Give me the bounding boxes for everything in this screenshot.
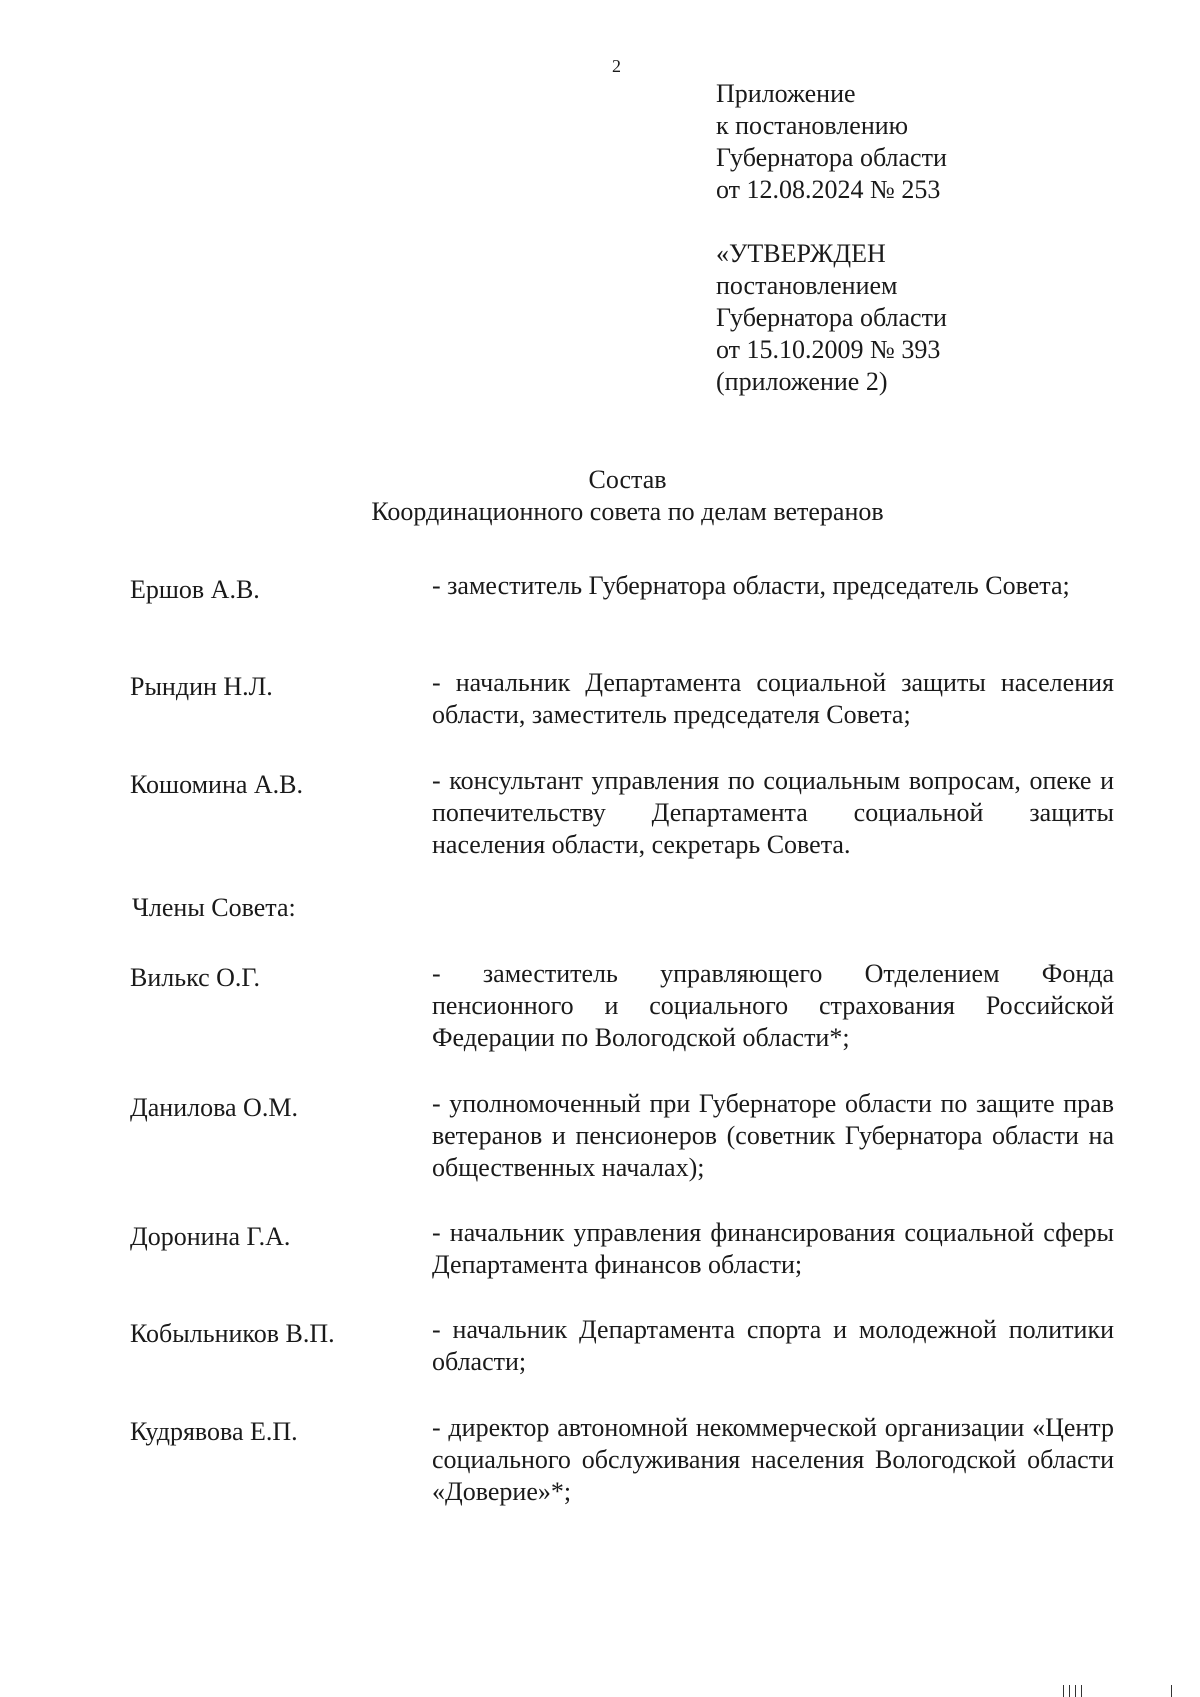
member-role: - начальник управления финансирования социальной сферы Департамента финансов области; — [432, 1218, 1114, 1279]
approval-reference — [716, 238, 947, 398]
scan-edge-mark — [1171, 1685, 1172, 1697]
members-heading: Члены Совета: — [132, 893, 296, 922]
appendix-line: Губернатора области — [716, 143, 947, 172]
member-role: - директор автономной некоммерческой организации «Центр социального обслуживания населения Вологодской области «Доверие»*; — [432, 1413, 1114, 1506]
title-line-2: Координационного совета по делам ветеранов — [371, 497, 884, 526]
member-role: - начальник Департамента спорта и молодежной политики области; — [432, 1315, 1114, 1376]
member-role: - заместитель Губернатора области, председатель Совета; — [432, 571, 1070, 600]
approval-line: Губернатора области — [716, 303, 947, 332]
member-name: Кобыльников В.П. — [130, 1319, 335, 1348]
document-title — [0, 464, 1200, 528]
approval-line: постановлением — [716, 271, 898, 300]
approval-line: от 15.10.2009 № 393 — [716, 335, 941, 364]
member-name: Кошомина А.В. — [130, 770, 304, 799]
page-number: 2 — [612, 56, 621, 76]
appendix-reference — [716, 78, 947, 206]
scan-edge-mark — [1075, 1685, 1076, 1697]
appendix-line: к постановлению — [716, 111, 909, 140]
scan-edge-mark — [1081, 1685, 1082, 1697]
member-name: Кудрявова Е.П. — [130, 1417, 298, 1446]
appendix-line: от 12.08.2024 № 253 — [716, 175, 941, 204]
member-role: - уполномоченный при Губернаторе области по защите прав ветеранов и пенсионеров (советник Губернатора области на общественных началах); — [432, 1089, 1114, 1182]
member-name: Данилова О.М. — [130, 1093, 298, 1122]
approval-line: «УТВЕРЖДЕН — [716, 239, 886, 268]
member-name: Рындин Н.Л. — [130, 672, 273, 701]
member-role: - начальник Департамента социальной защиты населения области, заместитель председателя Совета; — [432, 668, 1114, 729]
member-name: Ершов А.В. — [130, 575, 260, 604]
scan-edge-mark — [1069, 1685, 1070, 1697]
member-role: - консультант управления по социальным вопросам, опеке и попечительству Департамента социальной защиты населения области, секретарь Совета. — [432, 766, 1114, 859]
approval-line: (приложение 2) — [716, 367, 888, 396]
title-line-1: Состав — [588, 465, 667, 494]
member-name: Доронина Г.А. — [130, 1222, 291, 1251]
appendix-line: Приложение — [716, 79, 856, 108]
member-role: - заместитель управляющего Отделением Фонда пенсионного и социального страхования Российской Федерации по Вологодской области*; — [432, 959, 1114, 1052]
member-name: Вилькс О.Г. — [130, 963, 260, 992]
scan-edge-mark — [1063, 1685, 1064, 1697]
